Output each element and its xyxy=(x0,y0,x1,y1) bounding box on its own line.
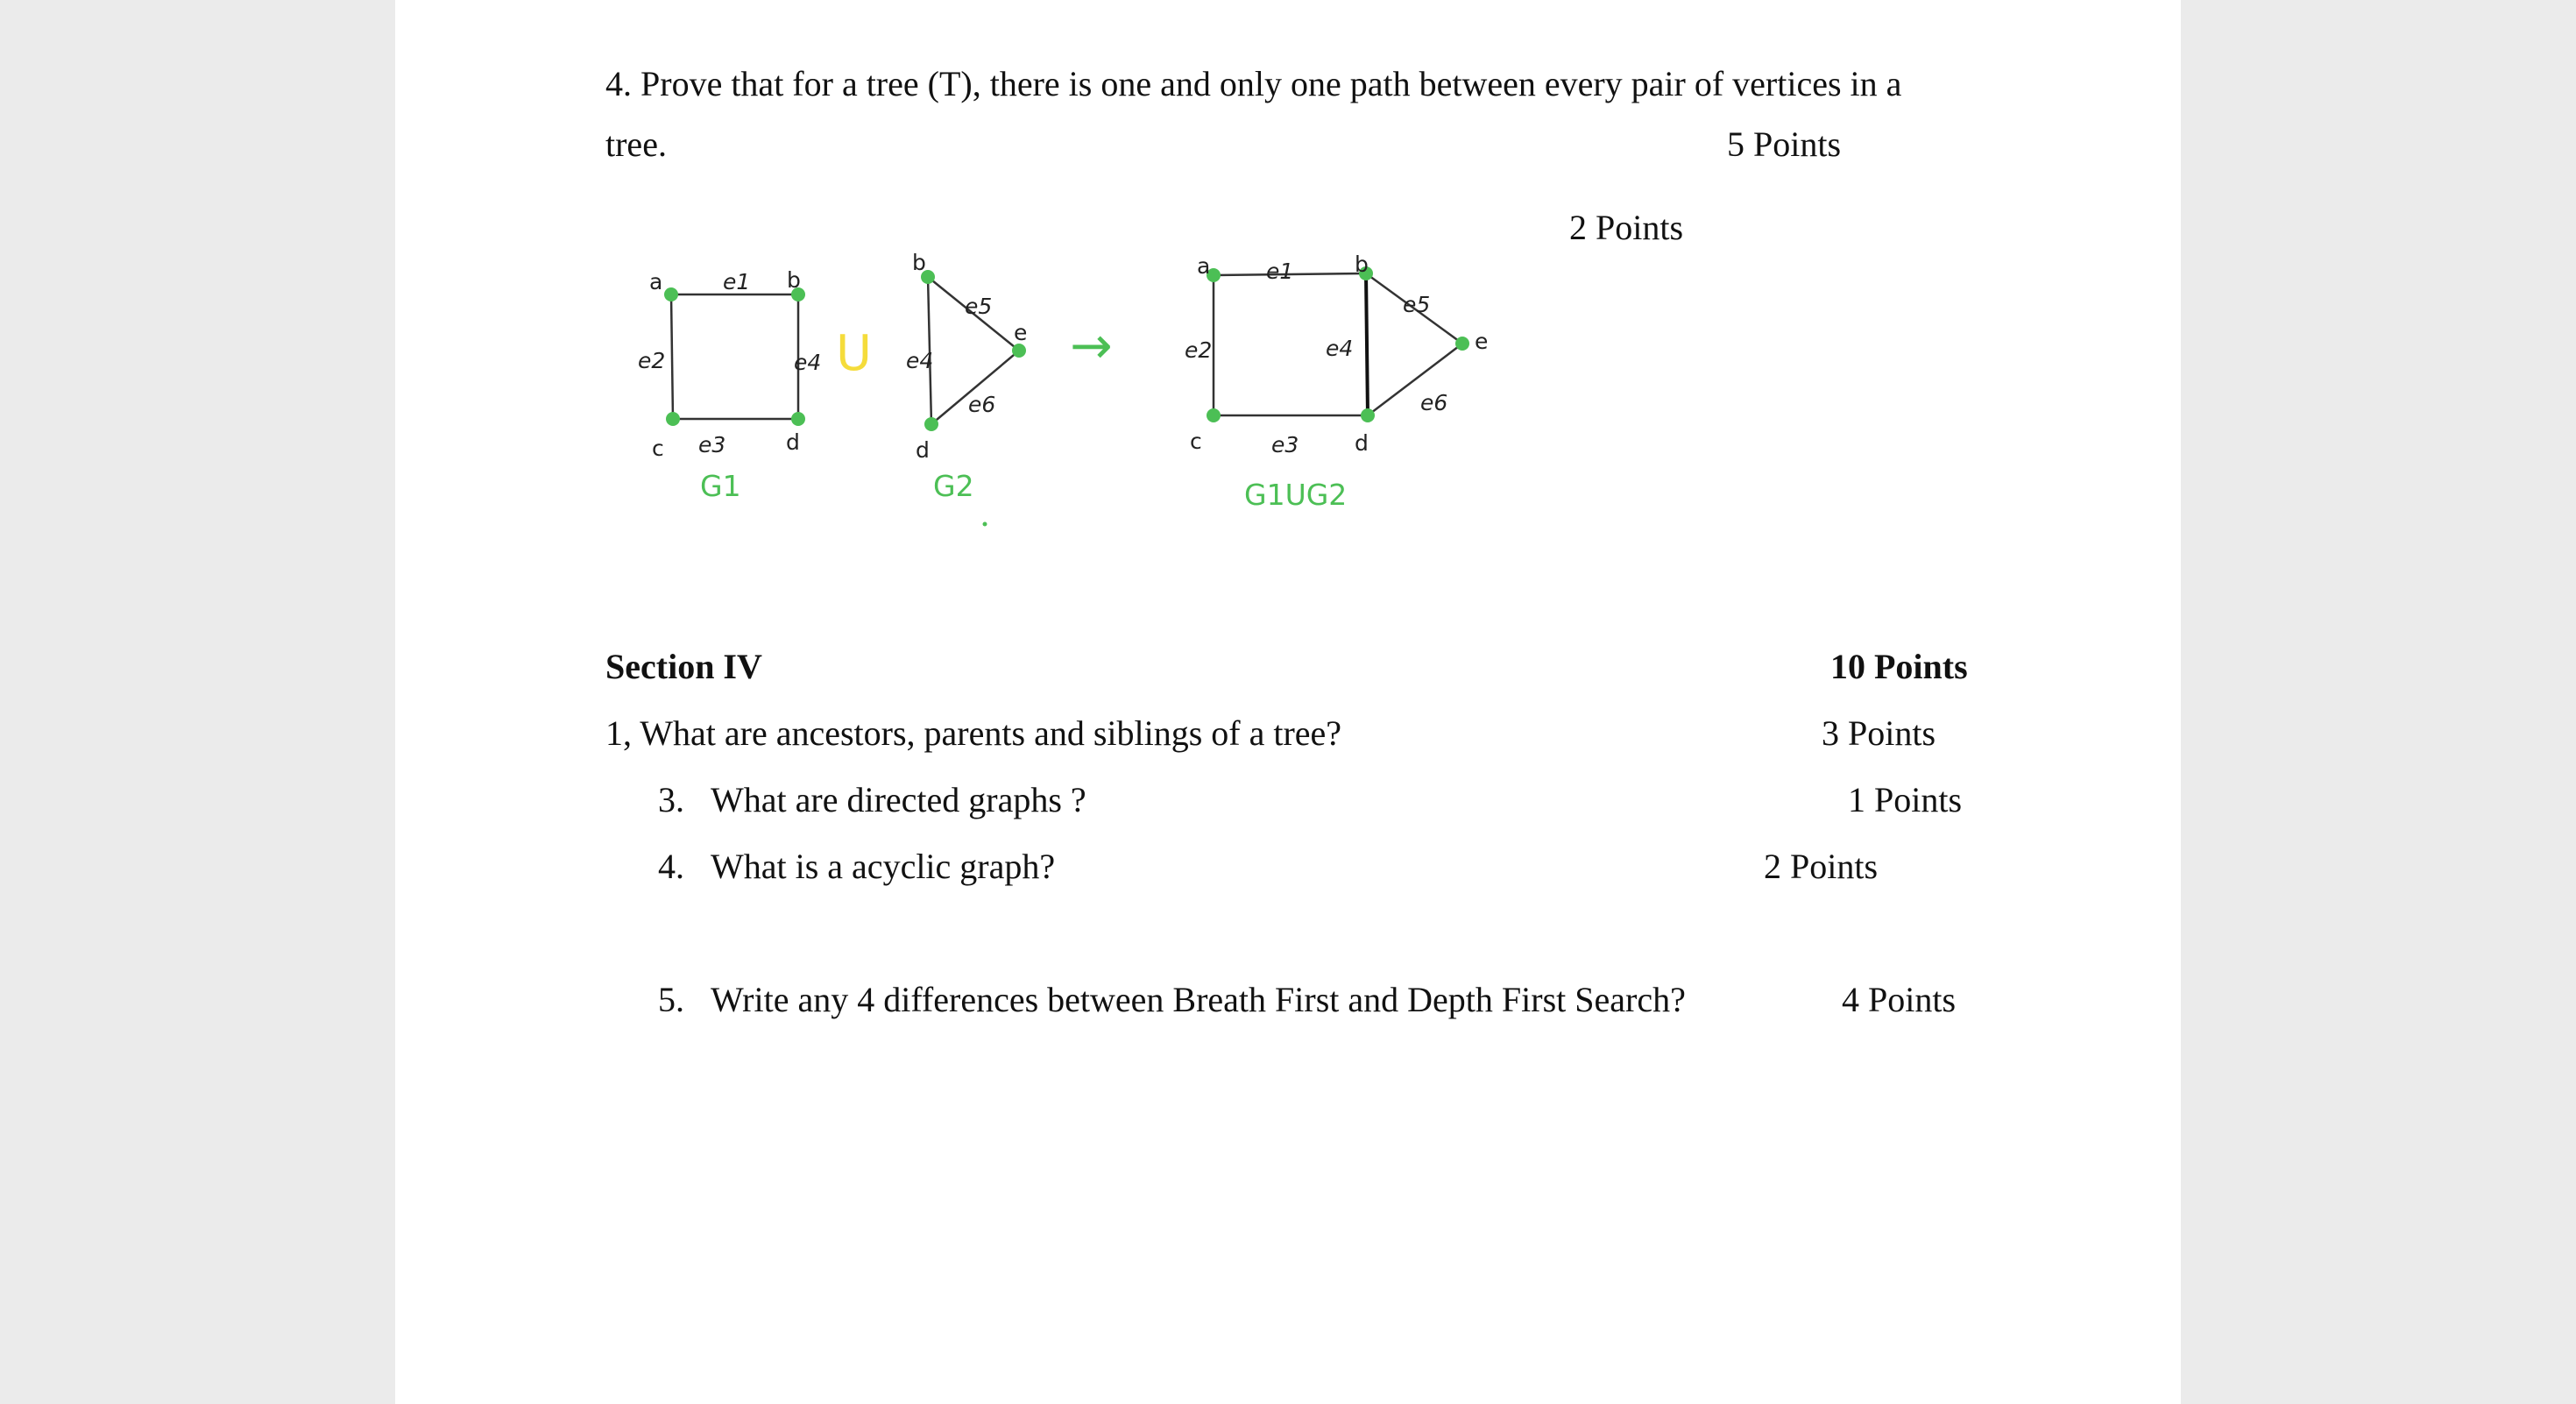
document-page xyxy=(395,0,2181,1404)
question-3-text: What are directed graphs ? xyxy=(711,780,1086,819)
g1-node-a xyxy=(664,287,678,301)
graph-g2 xyxy=(906,250,1027,527)
question-4-line-1: 4. Prove that for a tree (T), there is one and only one path between every pair of vertices in a xyxy=(605,64,1902,103)
g2-node-e xyxy=(1012,344,1026,358)
arrow-symbol: → xyxy=(1070,316,1113,375)
section-title: Section IV xyxy=(605,647,762,686)
question-1-points: 3 Points xyxy=(1822,713,1936,753)
stray-dot xyxy=(983,522,987,527)
union-symbol: U xyxy=(836,325,872,382)
g2-edge-label-e6: e6 xyxy=(968,392,996,417)
union-edge-e6 xyxy=(1368,344,1462,415)
union-edge-label-e5: e5 xyxy=(1403,292,1431,317)
g1-node-c xyxy=(666,412,680,426)
union-vertex-b: b xyxy=(1355,252,1369,277)
question-5-text: Write any 4 differences between Breath First and Depth First Search? xyxy=(711,980,1686,1019)
union-edge-e4 xyxy=(1366,273,1368,415)
g1-vertex-b: b xyxy=(787,267,801,293)
question-4-points: 5 Points xyxy=(1727,124,1842,164)
g1-vertex-a: a xyxy=(649,269,663,294)
g2-edge-label-e5: e5 xyxy=(965,294,993,319)
question-4b-number: 4. xyxy=(658,847,684,886)
union-vertex-c: c xyxy=(1190,429,1202,454)
question-3-number: 3. xyxy=(658,780,684,819)
question-1-text: 1, What are ancestors, parents and siblings of a tree? xyxy=(605,713,1342,753)
union-edge-label-e1: e1 xyxy=(1266,259,1294,284)
union-edge-label-e3: e3 xyxy=(1271,432,1299,457)
g2-edge-label-e4: e4 xyxy=(906,348,934,373)
union-edge-label-e4: e4 xyxy=(1326,336,1354,361)
g2-node-d xyxy=(924,417,938,431)
union-edge-label-e2: e2 xyxy=(1185,337,1213,363)
graph-union-figure xyxy=(395,0,2181,561)
g2-label: G2 xyxy=(933,469,974,503)
g1-vertex-c: c xyxy=(652,436,664,461)
union-node-d xyxy=(1361,408,1375,422)
g2-vertex-b: b xyxy=(912,250,926,275)
g1-edge-label-e4: e4 xyxy=(794,350,822,375)
union-vertex-e: e xyxy=(1475,329,1489,354)
g1-edge-label-e1: e1 xyxy=(723,269,751,294)
graph-union xyxy=(1185,252,1488,512)
g2-vertex-d: d xyxy=(916,437,930,463)
question-4-line-2: tree. xyxy=(605,124,667,164)
g2-vertex-e: e xyxy=(1014,320,1028,345)
question-4b-points: 2 Points xyxy=(1764,847,1879,886)
figure-points: 2 Points xyxy=(1569,208,1684,247)
question-5-points: 4 Points xyxy=(1842,980,1957,1019)
union-edge-label-e6: e6 xyxy=(1420,390,1448,415)
section-points: 10 Points xyxy=(1830,647,1968,686)
g1-edge-label-e3: e3 xyxy=(698,432,726,457)
union-label: G1UG2 xyxy=(1244,478,1348,512)
question-5-number: 5. xyxy=(658,980,684,1019)
union-node-e xyxy=(1455,337,1469,351)
question-4b-text: What is a acyclic graph? xyxy=(711,847,1056,886)
graph-g1 xyxy=(638,267,821,503)
union-vertex-d: d xyxy=(1355,430,1369,456)
g1-edge-label-e2: e2 xyxy=(638,348,666,373)
union-node-c xyxy=(1207,408,1221,422)
union-vertex-a: a xyxy=(1197,253,1211,279)
g1-vertex-d: d xyxy=(786,429,800,455)
question-3-points: 1 Points xyxy=(1848,780,1963,819)
g1-node-d xyxy=(791,412,805,426)
g1-label: G1 xyxy=(700,469,741,503)
g1-edge-e2 xyxy=(671,294,673,419)
